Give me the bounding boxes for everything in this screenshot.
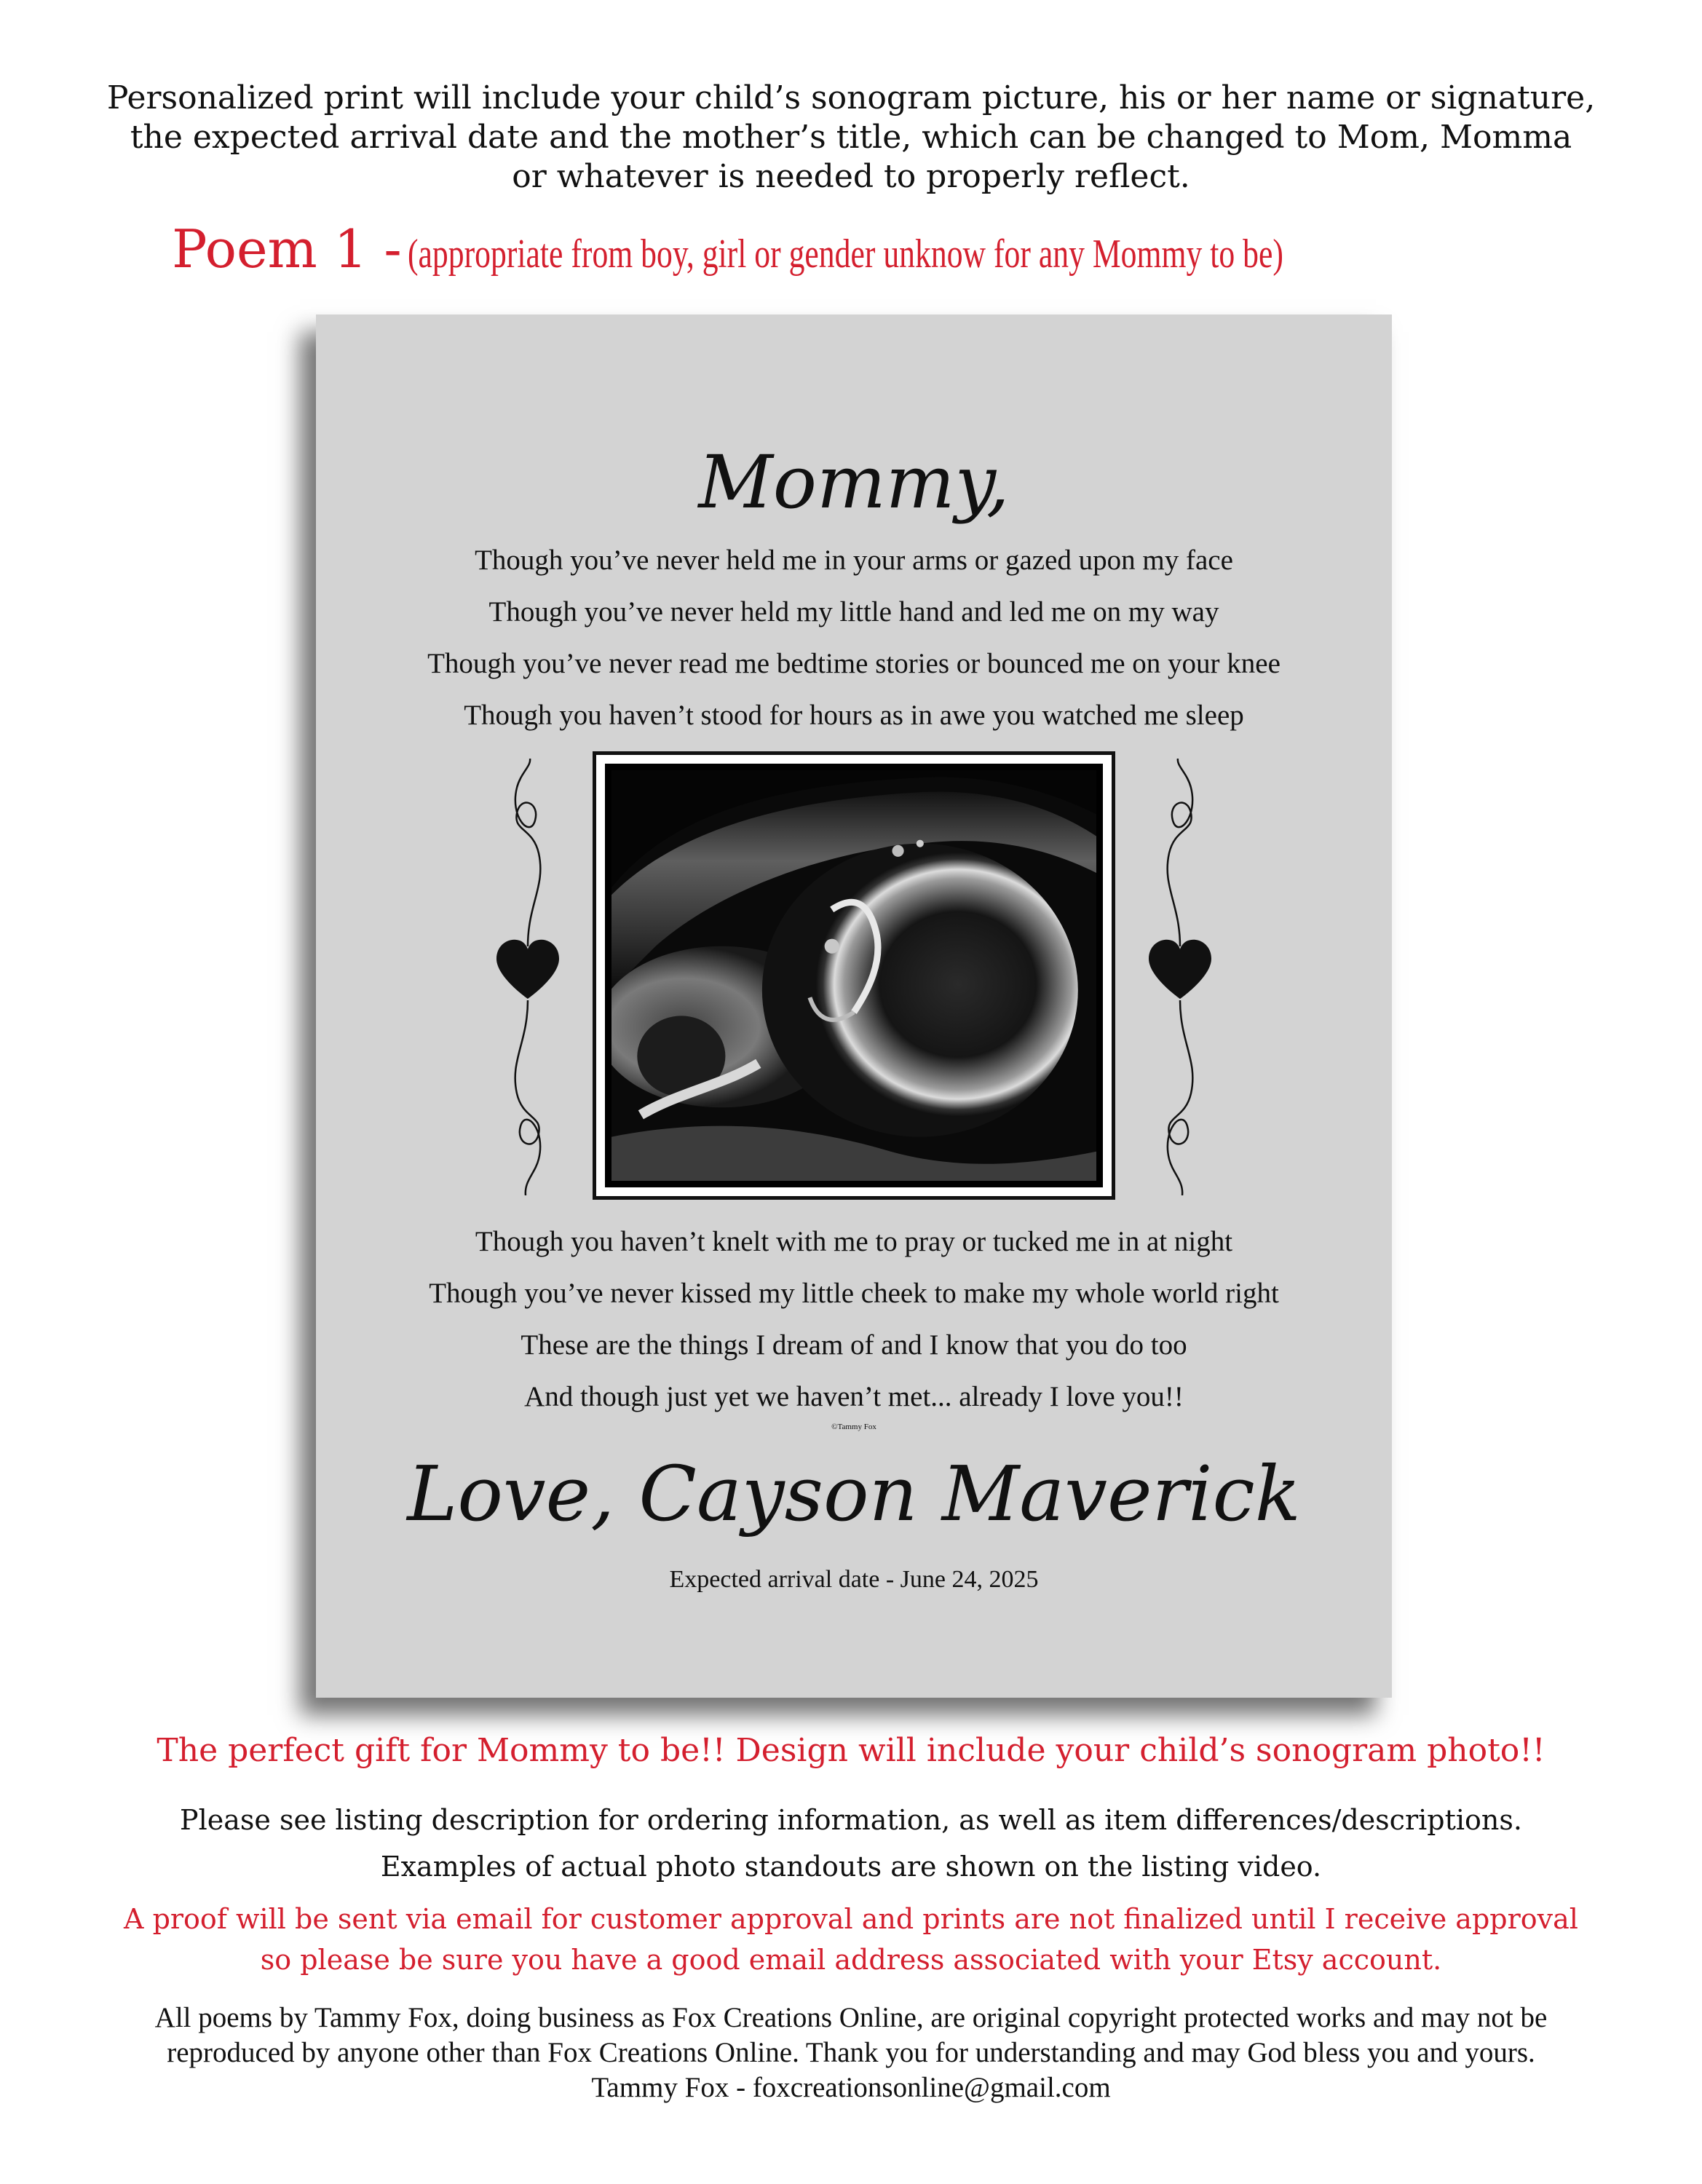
proof-notice — [0, 1899, 1702, 1980]
poem-line: These are the things I dream of and I know that you do too — [521, 1329, 1187, 1361]
proof-line: so please be sure you have a good email address associated with your Etsy account. — [260, 1944, 1442, 1976]
poem-line: Though you’ve never held me in your arms or gazed upon my face — [475, 545, 1233, 576]
tagline: The perfect gift for Mommy to be!! Design will include your child’s sonogram photo!! — [157, 1732, 1545, 1769]
intro-line: or whatever is needed to properly reflect. — [512, 158, 1190, 195]
heart-swirl-icon — [495, 759, 561, 1195]
greeting: Mommy, — [698, 440, 1010, 525]
intro-line: the expected arrival date and the mother’s title, which can be changed to Mom, Momma — [130, 119, 1572, 156]
legal-line: reproduced by anyone other than Fox Creations Online. Thank you for understanding and may God bless you and yours. — [167, 2037, 1535, 2068]
contact-line: Tammy Fox - foxcreationsonline@gmail.com — [591, 2072, 1111, 2103]
expected-arrival-date: Expected arrival date - June 24, 2025 — [669, 1566, 1039, 1593]
child-signature: Love, Cayson Maverick — [407, 1449, 1301, 1538]
intro-text — [0, 79, 1702, 197]
proof-line: A proof will be sent via email for customer approval and prints are not finalized until I receive approval — [124, 1903, 1578, 1935]
sonogram-image — [611, 770, 1096, 1181]
poem-heading-subtitle: (appropriate from boy, girl or gender unknow for any Mommy to be) — [407, 232, 1283, 277]
copyright-mark: ©Tammy Fox — [831, 1423, 876, 1431]
ordering-info — [0, 1797, 1702, 1890]
poem-line: Though you haven’t knelt with me to pray or tucked me in at night — [475, 1226, 1233, 1257]
poem-heading — [0, 218, 1702, 280]
intro-line: Personalized print will include your child’s sonogram picture, his or her name or signature, — [106, 79, 1596, 116]
info-line: Please see listing description for ordering information, as well as item differences/descriptions. — [180, 1804, 1522, 1836]
print-preview — [316, 314, 1392, 1698]
poem-line: Though you’ve never held my little hand and led me on my way — [488, 596, 1219, 628]
copyright-notice — [0, 2001, 1702, 2105]
info-line: Examples of actual photo standouts are shown on the listing video. — [380, 1851, 1322, 1883]
poem-line: Though you haven’t stood for hours as in awe you watched me sleep — [464, 700, 1244, 731]
heart-swirl-icon — [1147, 759, 1213, 1195]
legal-line: All poems by Tammy Fox, doing business as Fox Creations Online, are original copyright protected works and may not be — [154, 2002, 1548, 2033]
sonogram-frame — [593, 751, 1115, 1200]
poem-line: Though you’ve never read me bedtime stories or bounced me on your knee — [427, 648, 1281, 679]
poem-line: Though you’ve never kissed my little cheek to make my whole world right — [429, 1278, 1279, 1309]
poem-line: And though just yet we haven’t met... already I love you!! — [524, 1381, 1184, 1412]
poem-heading-title: Poem 1 - — [172, 218, 402, 280]
